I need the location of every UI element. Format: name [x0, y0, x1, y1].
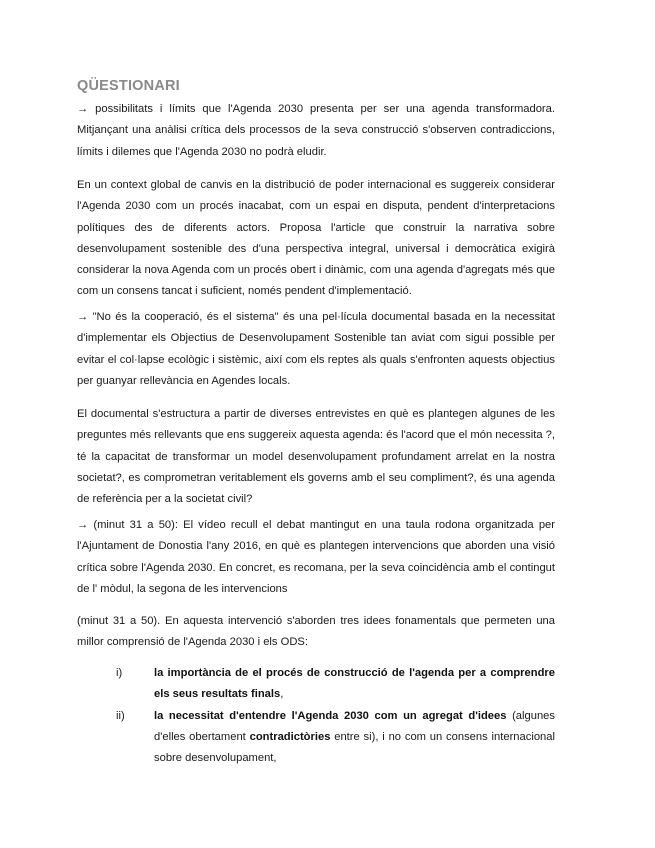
list-item-number: i) — [116, 667, 123, 679]
paragraph-video-debate: → (minut 31 a 50): El vídeo recull el debat mantingut en una taula rodona organitzada per l'Ajuntament de Donostia l'any 2016, en què es plantegen intervencions que aborden una visió crítica sobre l'Agenda 2030. En concret, es recomana, per la seva coincidència amb el contingut de l' mòdul, la segona de les intervencions — [77, 519, 555, 595]
paragraph-documentary: → "No és la cooperació, és el sistema" és una pel·lícula documental basada en la necessitat d'implementar els Objectius de Desenvolupament Sostenible tan aviat com sigui possible per evitar el col·lapse ecològic i sistèmic, així com els reptes als quals s'enfronten aquests objectius per guanyar rellevància en Agendes locals. — [77, 311, 555, 387]
paragraph-global-context: En un context global de canvis en la distribució de poder internacional es suggereix considerar l'Agenda 2030 com un procés inacabat, com un espai en disputa, pendent d'interpretacions polítiques des de diferents actors. Proposa l'article que construir la narrativa sobre desenvolupament sostenible des d'una perspectiva integral, universal i democràtica exigirà considerar la nova Agenda com un procés obert i dinàmic, com una agenda d'agregats més que com un consens tancat i suficient, només pendent d'implementació. — [77, 179, 555, 298]
paragraph-documentary-structure: El documental s'estructura a partir de diverses entrevistes en què es plantegen algunes de les preguntes més rellevants que ens suggereix aquesta agenda: és l'acord que el món necessita ?, té la capacitat de transformar un model desenvolupament profundament arrelat en la nostra societat?, es comprometran veritablement els governs amb el seu compliment?, és una agenda de referència per a la societat civil? — [77, 408, 555, 506]
ideas-list — [77, 663, 555, 769]
list-item-bold: la necessitat d'entendre l'Agenda 2030 com un agregat d'idees — [154, 709, 507, 722]
list-item-bold: la importància de el procés de construcció de l'agenda per a comprendre els seus resultats finals — [154, 667, 555, 701]
list-item-tail: entre si), i no com un consens internacional sobre desenvolupament, — [154, 730, 555, 765]
paragraph-intervention: (minut 31 a 50). En aquesta intervenció s'aborden tres idees fonamentals que permeten una millor comprensió de l'Agenda 2030 i els ODS: — [77, 615, 555, 649]
paragraph-agenda-limits: → possibilitats i límits que l'Agenda 2030 presenta per ser una agenda transformadora. Mitjançant una anàlisi crítica dels processos de la seva construcció s'observen contradiccions, límits i dilemes que l'Agenda 2030 no podrà eludir. — [77, 103, 555, 158]
page-title: QÜESTIONARI — [77, 78, 180, 94]
list-item — [77, 706, 555, 770]
list-item-bold-2: contradictòries — [249, 730, 331, 743]
list-item-text — [154, 706, 555, 770]
list-item-tail: , — [280, 688, 284, 701]
list-item-text — [154, 663, 555, 706]
list-item — [77, 663, 555, 706]
list-item-mid: (algunes d'elles obertament — [154, 709, 556, 743]
list-item-number: ii) — [116, 709, 125, 722]
